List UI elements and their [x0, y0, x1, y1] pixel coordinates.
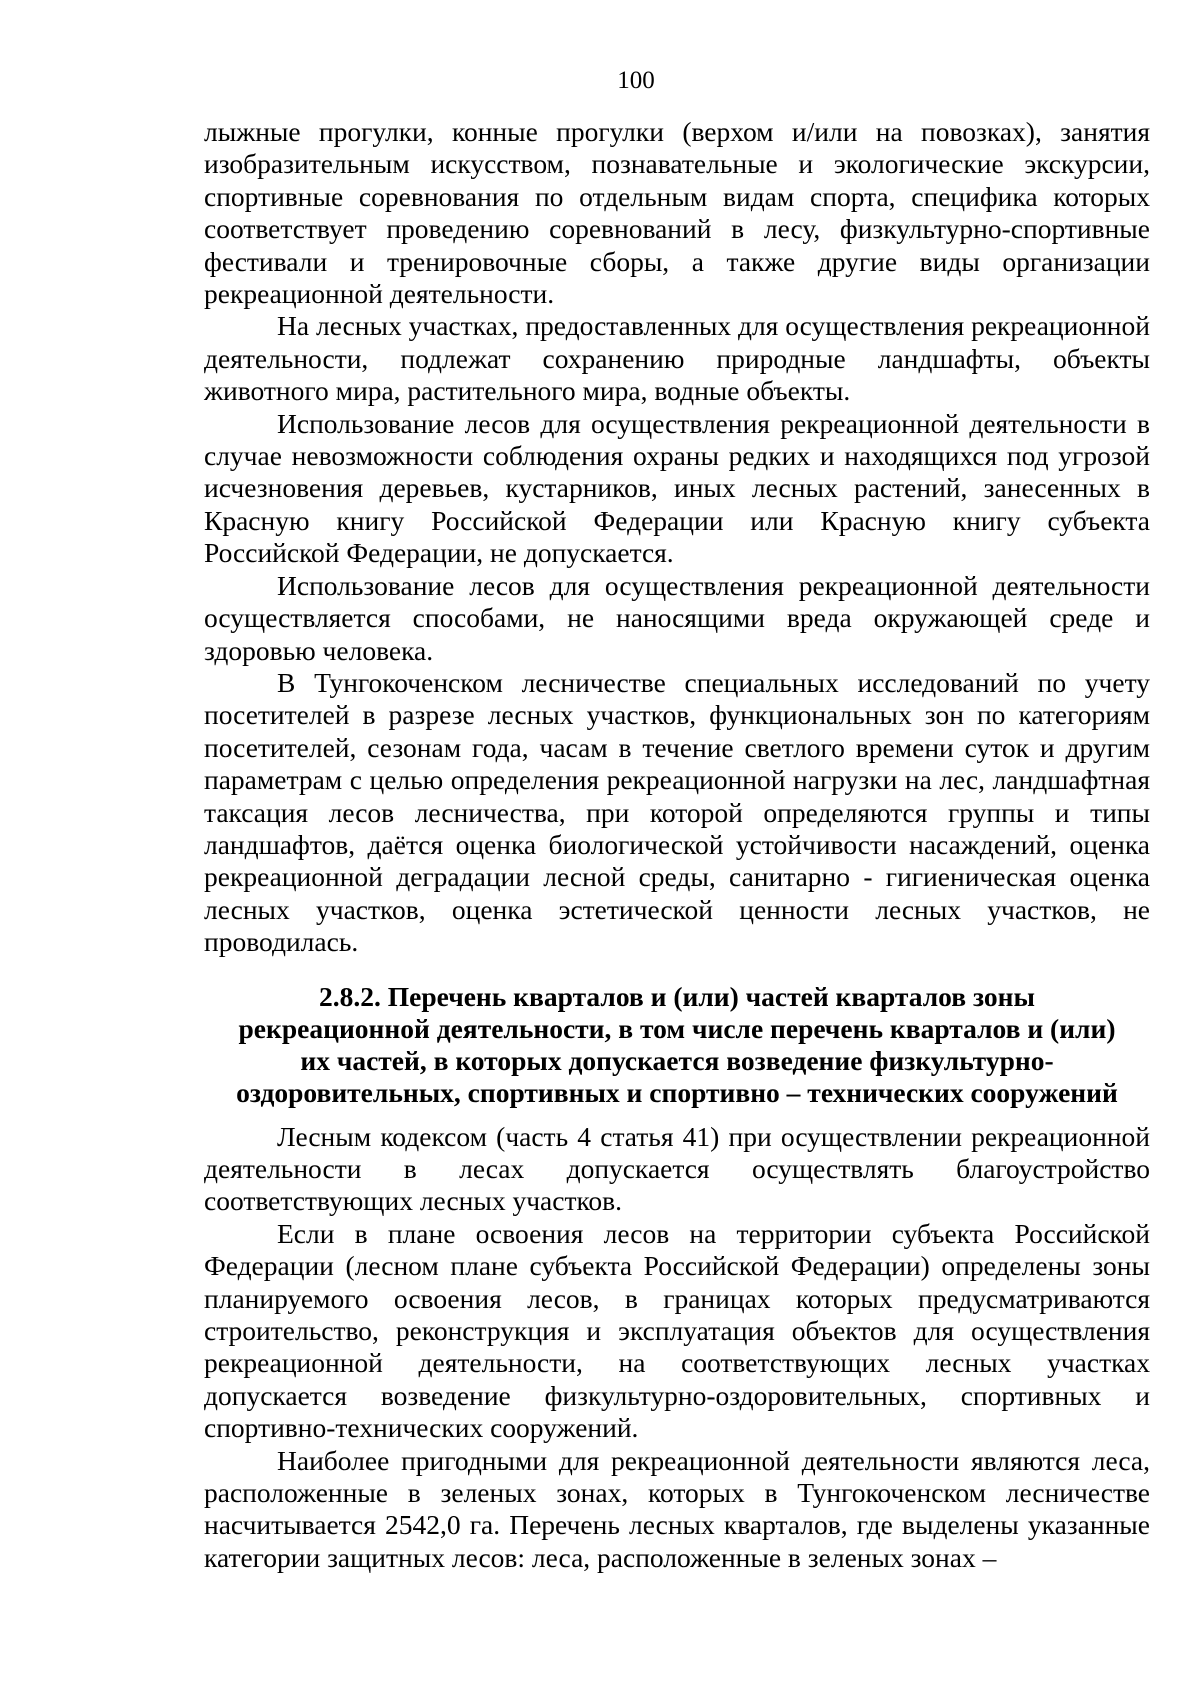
- paragraph: Использование лесов для осуществления рекреационной деятельности в случае невозможности соблюдения охраны редких и находящихся под угрозой исчезновения деревьев, кустарников, иных лесных растений, занесенных в Красную книгу Российской Федерации или Красную книгу субъекта Российской Федерации, не допускается.: [204, 407, 1150, 569]
- paragraph: Использование лесов для осуществления рекреационной деятельности осуществляется способами, не наносящими вреда окружающей среде и здоровью человека.: [204, 569, 1150, 666]
- paragraph: Лесным кодексом (часть 4 статья 41) при осуществлении рекреационной деятельности в лесах допускается осуществлять благоустройство соответствующих лесных участков.: [204, 1120, 1150, 1217]
- paragraph: На лесных участках, предоставленных для осуществления рекреационной деятельности, подлежат сохранению природные ландшафты, объекты животного мира, растительного мира, водные объекты.: [204, 310, 1150, 407]
- section-heading: 2.8.2. Перечень кварталов и (или) частей кварталов зоны рекреационной деятельности, в том числе перечень кварталов и (или) их частей, в которых допускается возведение физкультурно-оздоровительных, спортивных и спортивно – технических сооружений: [236, 980, 1118, 1108]
- paragraph: Если в плане освоения лесов на территории субъекта Российской Федерации (лесном плане субъекта Российской Федерации) определены зоны планируемого освоения лесов, в границах которых предусматриваются строительство, реконструкция и эксплуатация объектов для осуществления рекреационной деятельности, на соответствующих лесных участках допускается возведение физкультурно-оздоровительных, спортивных и спортивно-технических сооружений.: [204, 1217, 1150, 1444]
- document-body: [204, 116, 1150, 1574]
- page-number: 100: [617, 67, 655, 94]
- paragraph-continued: лыжные прогулки, конные прогулки (верхом и/или на повозках), занятия изобразительным искусством, познавательные и экологические экскурсии, спортивные соревнования по отдельным видам спорта, специфика которых соответствует проведению соревнований в лесу, физкультурно-спортивные фестивали и тренировочные сборы, а также другие виды организации рекреационной деятельности.: [204, 116, 1150, 310]
- paragraph: В Тунгокоченском лесничестве специальных исследований по учету посетителей в разрезе лесных участков, функциональных зон по категориям посетителей, сезонам года, часам в течение светлого времени суток и другим параметрам с целью определения рекреационной нагрузки на лес, ландшафтная таксация лесов лесничества, при которой определяются группы и типы ландшафтов, даётся оценка биологической устойчивости насаждений, оценка рекреационной деградации лесной среды, санитарно - гигиеническая оценка лесных участков, оценка эстетической ценности лесных участков, не проводилась.: [204, 666, 1150, 958]
- paragraph: Наиболее пригодными для рекреационной деятельности являются леса, расположенные в зеленых зонах, которых в Тунгокоченском лесничестве насчитывается 2542,0 га. Перечень лесных кварталов, где выделены указанные категории защитных лесов: леса, расположенные в зеленых зонах –: [204, 1444, 1150, 1573]
